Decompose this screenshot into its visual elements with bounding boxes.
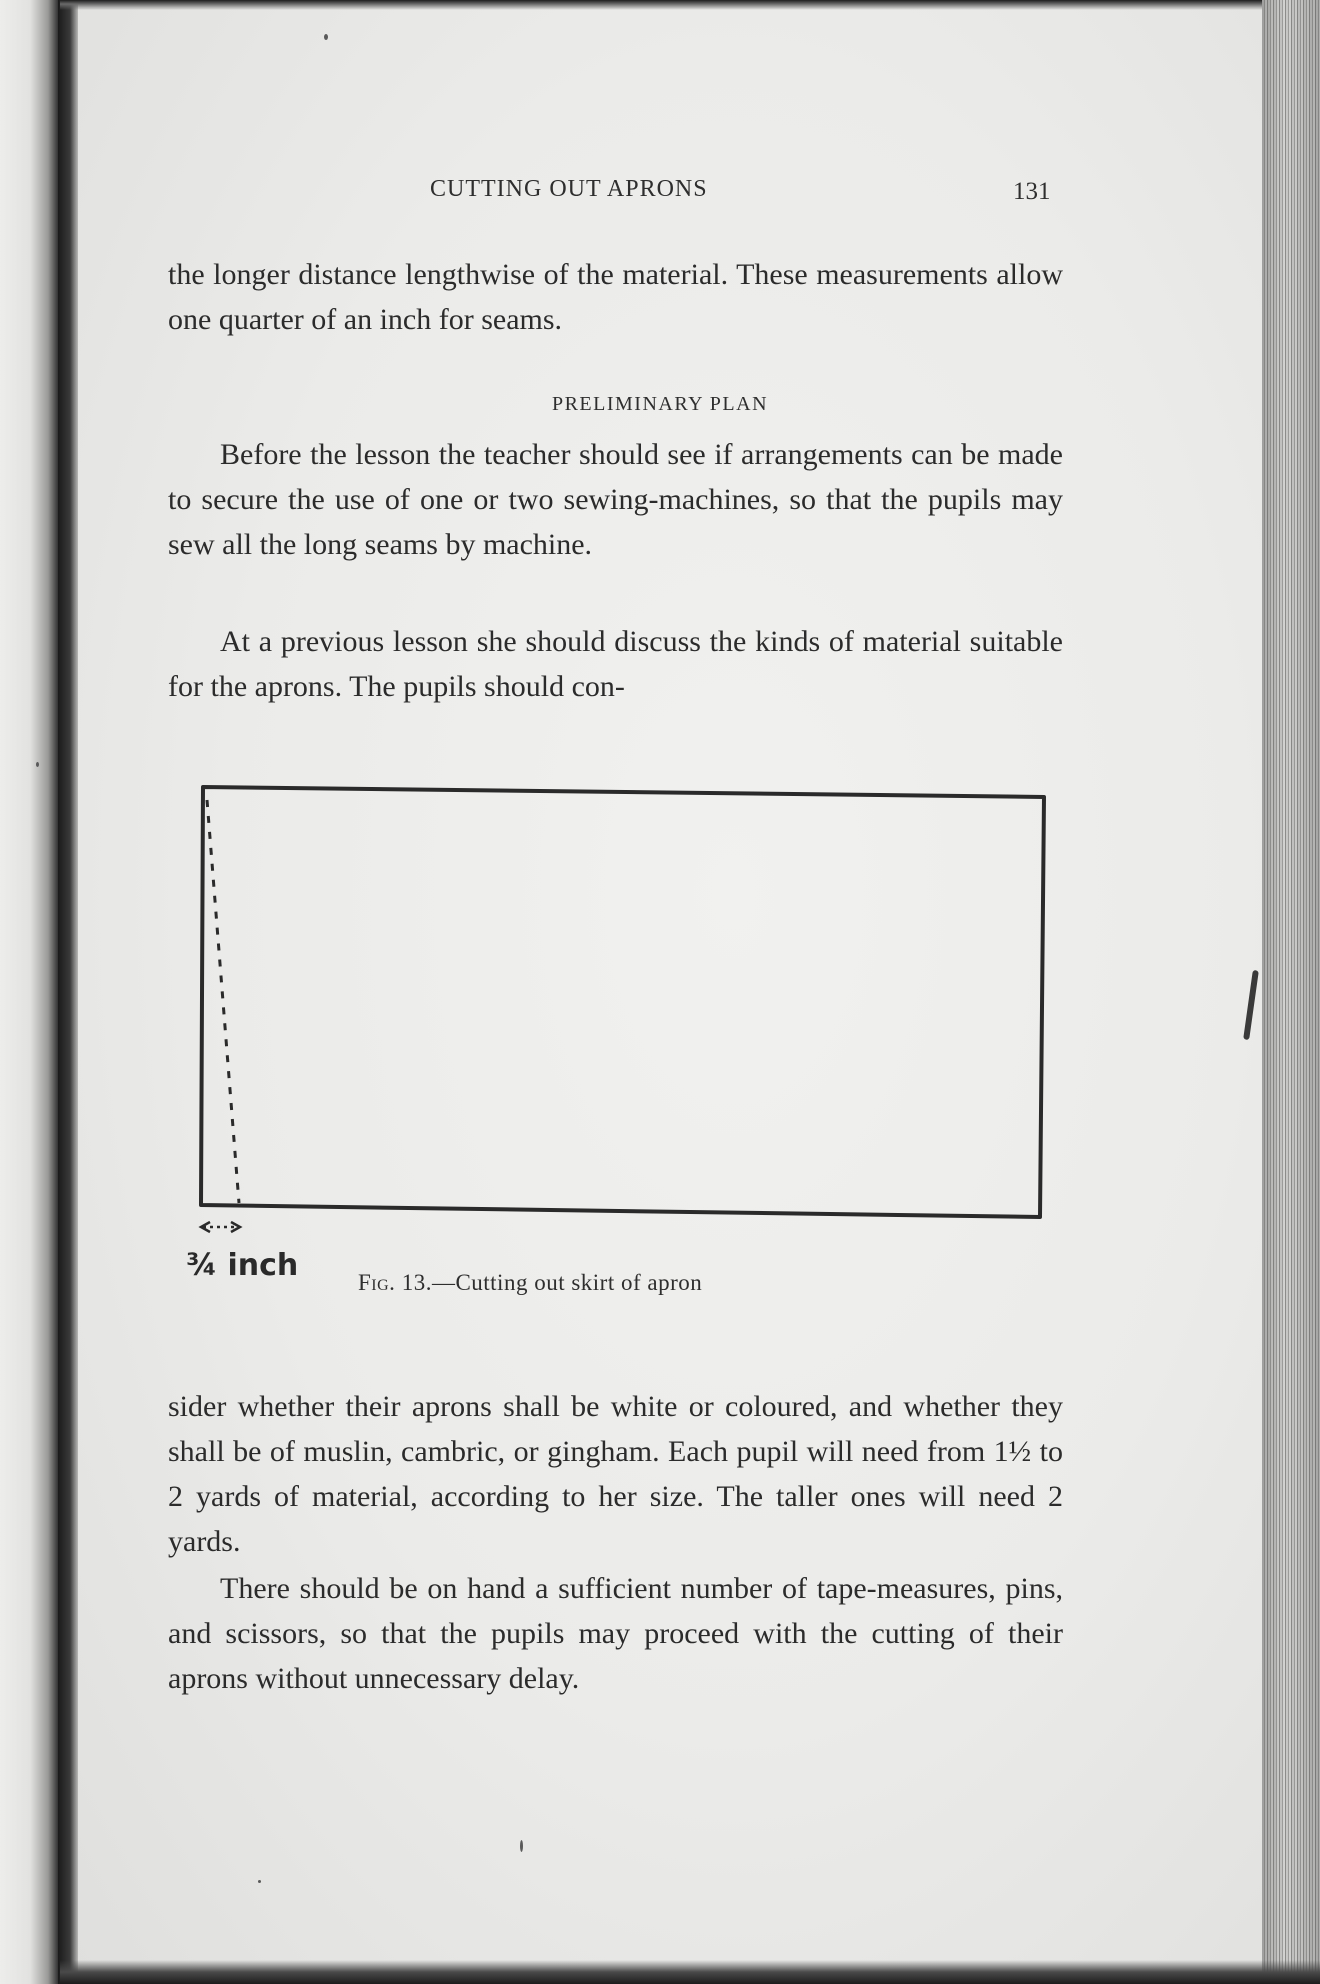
bottom-edge-shadow	[60, 1960, 1320, 1984]
top-edge-shadow	[60, 0, 1320, 10]
paragraph: Before the lesson the teacher should see if arrangements can be made to secure the use of one or two sewing-machines, so that the pupils may sew all the long seams by machine.	[168, 438, 1063, 561]
paragraph: sider whether their aprons shall be white or coloured, and whether they shall be of muslin, cambric, or gingham. Each pupil will need from 1½ to 2 yards of material, according to her size. The taller ones will need 2 yards.	[168, 1390, 1063, 1558]
paper-speck	[258, 1880, 261, 1883]
section-heading: PRELIMINARY PLAN	[551, 393, 769, 415]
paper-speck	[520, 1840, 523, 1852]
paragraph: There should be on hand a sufficient number of tape-measures, pins, and scissors, so that the pupils may proceed with the cutting of their aprons without unnecessary delay.	[168, 1572, 1063, 1695]
paragraph: the longer distance lengthwise of the material. These measurements allow one quarter of an inch for seams.	[168, 258, 1063, 336]
page-number: 131	[1013, 178, 1051, 205]
figure-caption	[358, 1270, 702, 1296]
paragraph: At a previous lesson she should discuss the kinds of material suitable for the aprons. The pupils should con-	[168, 625, 1063, 703]
figure-measurement-label: ¾ inch	[186, 1248, 299, 1283]
left-page-edge	[0, 0, 60, 1984]
fore-edge-shade	[1262, 0, 1320, 1984]
running-head: CUTTING OUT APRONS	[430, 176, 708, 202]
figure-caption-prefix: Fig.	[358, 1270, 396, 1295]
book-spine-shadow	[58, 0, 78, 1984]
paper-speck	[36, 762, 39, 767]
figure-caption-text: 13.—Cutting out skirt of apron	[395, 1270, 703, 1295]
paper-speck	[324, 34, 328, 40]
